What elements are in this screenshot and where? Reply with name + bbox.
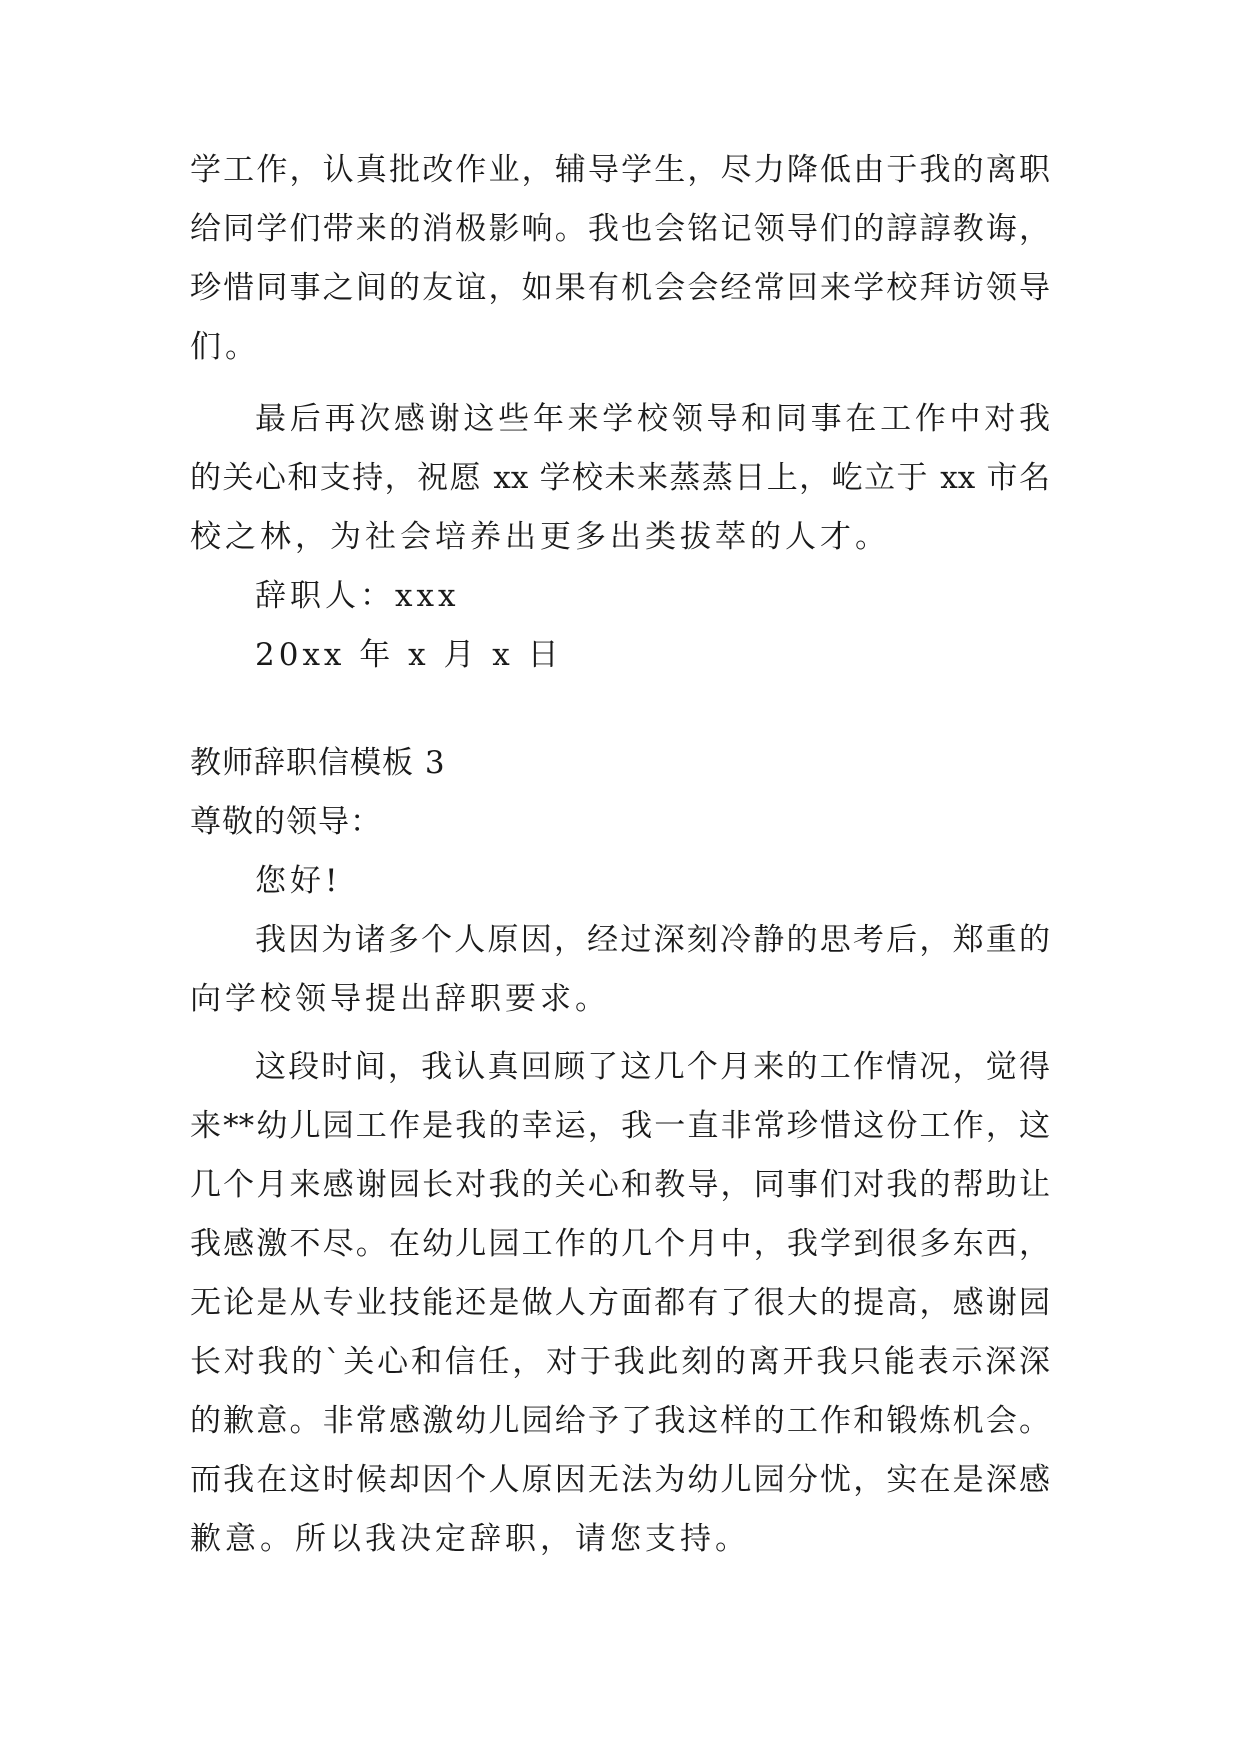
body-line: 的关心和支持，祝愿 xx 学校未来蒸蒸日上，屹立于 xx 市名 [190,460,1050,496]
body-line: 给同学们带来的消极影响。我也会铭记领导们的諄諄教诲， [190,211,1050,247]
body-line: 的歉意。非常感激幼儿园给予了我这样的工作和锻炼机会。 [190,1403,1050,1439]
body-line: 长对我的`关心和信任，对于我此刻的离开我只能表示深深 [190,1344,1050,1380]
body-line: 珍惜同事之间的友谊，如果有机会会经常回来学校拜访领导 [190,270,1050,306]
body-line: 们。 [190,329,260,365]
resigner-signature: 辞职人：xxx [255,578,460,614]
salutation: 尊敬的领导： [190,804,382,840]
body-line: 来**幼儿园工作是我的幸运，我一直非常珍惜这份工作，这 [190,1108,1050,1144]
body-line: 校之林，为社会培养出更多出类拔萃的人才。 [190,519,890,555]
body-line: 这段时间，我认真回顾了这几个月来的工作情况，觉得 [255,1049,1050,1085]
signature-date: 20xx 年 x 月 x 日 [255,637,563,673]
body-line: 几个月来感谢园长对我的关心和教导，同事们对我的帮助让 [190,1167,1050,1203]
body-line: 向学校领导提出辞职要求。 [190,981,610,1017]
greeting: 您好! [255,863,342,899]
body-line: 学工作，认真批改作业，辅导学生，尽力降低由于我的离职 [190,152,1050,188]
body-line: 我因为诸多个人原因，经过深刻冷静的思考后，郑重的 [255,922,1050,958]
letter-title: 教师辞职信模板 3 [190,745,446,781]
body-line: 最后再次感谢这些年来学校领导和同事在工作中对我 [255,401,1050,437]
body-line: 无论是从专业技能还是做人方面都有了很大的提高，感谢园 [190,1285,1050,1321]
body-line: 歉意。所以我决定辞职，请您支持。 [190,1521,750,1557]
body-line: 我感激不尽。在幼儿园工作的几个月中，我学到很多东西， [190,1226,1050,1262]
body-line: 而我在这时候却因个人原因无法为幼儿园分忧，实在是深感 [190,1462,1050,1498]
